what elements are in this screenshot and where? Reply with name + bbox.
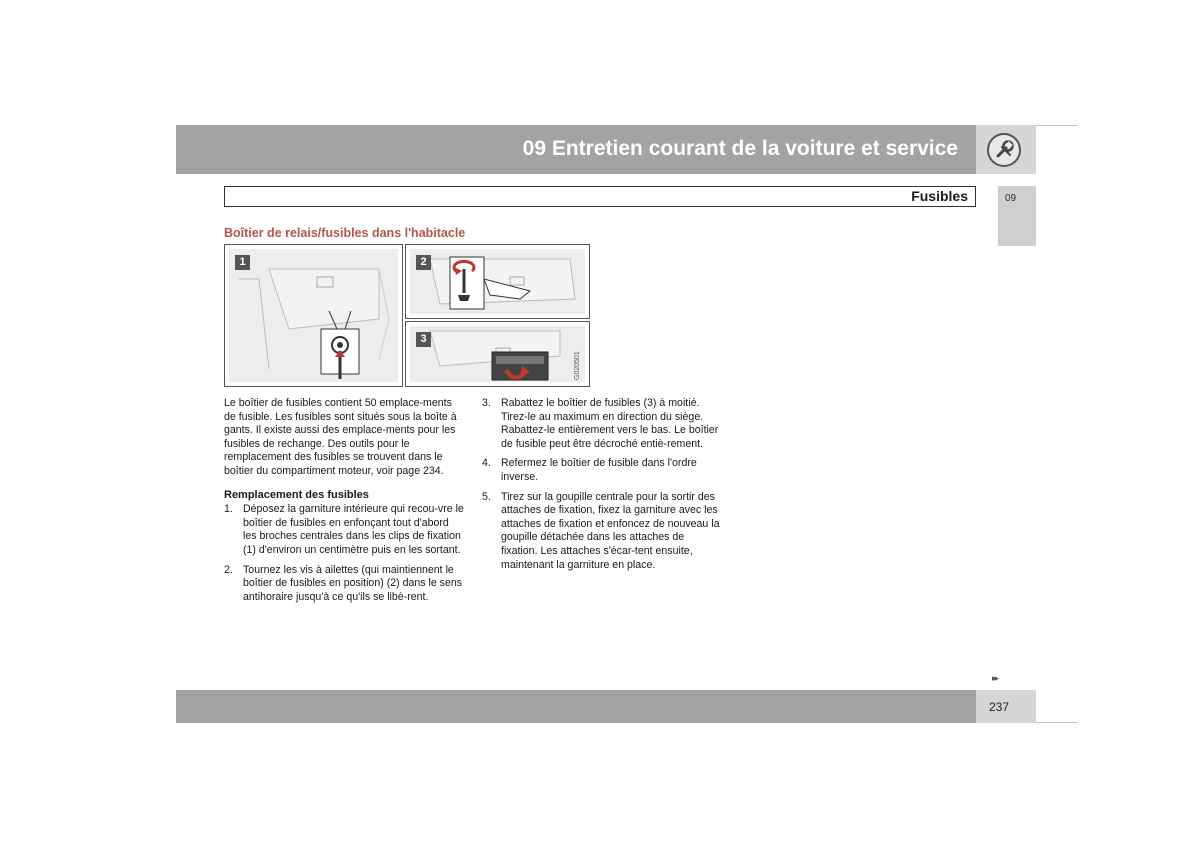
figure-panel-2	[405, 244, 590, 319]
list-text: Refermez le boîtier de fusible dans l'ordre inverse.	[501, 457, 697, 483]
figure-panel-3	[405, 321, 590, 387]
chapter-tab[interactable]	[998, 186, 1036, 246]
figure-number-3: 3	[416, 332, 431, 347]
page-number-box	[976, 690, 1036, 723]
glovebox-illustration-1	[229, 249, 398, 382]
right-column	[482, 397, 720, 578]
left-column	[224, 397, 464, 610]
wrench-icon	[987, 133, 1021, 167]
footer-rule	[1036, 722, 1077, 723]
figure-panel-1	[224, 244, 403, 387]
figure-number-1: 1	[235, 255, 250, 270]
chapter-icon-box	[976, 125, 1036, 174]
chapter-header	[176, 125, 976, 174]
chapter-title: 09 Entretien courant de la voiture et service	[522, 137, 958, 160]
page-number: 237	[989, 700, 1010, 714]
figure-code: G020501	[574, 351, 581, 380]
intro-paragraph: Le boîtier de fusibles contient 50 emplace-ments de fusible. Les fusibles sont situés sous la boîte à gants. Il existe aussi des emplace-ments pour les fusibles de rechange. Des outils pour le remplacement des fusibles se trouvent dans le boîtier du compartiment moteur, voir page 234.	[224, 397, 457, 477]
header-rule	[1036, 125, 1077, 126]
list-number: 1.	[224, 503, 233, 516]
figure-number-2: 2	[416, 255, 431, 270]
chapter-tab-label: 09	[1005, 193, 1017, 204]
section-bar	[224, 186, 976, 207]
glovebox-illustration-3	[410, 326, 585, 382]
list-item	[482, 397, 720, 451]
sub-heading: Boîtier de relais/fusibles dans l'habitacle	[224, 226, 466, 240]
continue-arrows-icon: ▸▸	[992, 673, 998, 683]
list-item	[482, 457, 720, 484]
replacement-heading: Remplacement des fusibles	[224, 488, 369, 501]
footer-bar	[176, 690, 976, 723]
list-text: Tournez les vis à ailettes (qui maintiennent le boîtier de fusibles en position) (2) dans le sens antihoraire jusqu'à ce qu'ils se libè-rent.	[243, 563, 463, 603]
list-item	[224, 503, 464, 557]
list-number: 4.	[482, 457, 491, 470]
list-number: 5.	[482, 490, 491, 503]
list-text: Déposez la garniture intérieure qui recou-vre le boîtier de fusibles en enfonçant tout d'abord les broches centrales dans les clips de fixation (1) d'environ un centimètre puis en les sortant.	[243, 503, 464, 556]
list-number: 2.	[224, 563, 233, 576]
section-title: Fusibles	[911, 188, 968, 204]
list-text: Rabattez le boîtier de fusibles (3) à moitié. Tirez-le au maximum en direction du siège. Rabattez-le entièrement vers le bas. Le boîtier de fusible peut être décroché entiè-rement.	[501, 397, 719, 450]
list-text: Tirez sur la goupille centrale pour la sortir des attaches de fixation, fixez la garniture avec les attaches de fixation et enfoncez de nouveau la goupille détachée dans les attaches de fixation. Les attaches s'écar-tent ensuite, maintenant la garniture en place.	[501, 490, 720, 571]
glovebox-illustration-2	[410, 249, 585, 314]
list-item	[482, 491, 720, 573]
list-number: 3.	[482, 397, 491, 409]
list-item	[224, 564, 464, 605]
